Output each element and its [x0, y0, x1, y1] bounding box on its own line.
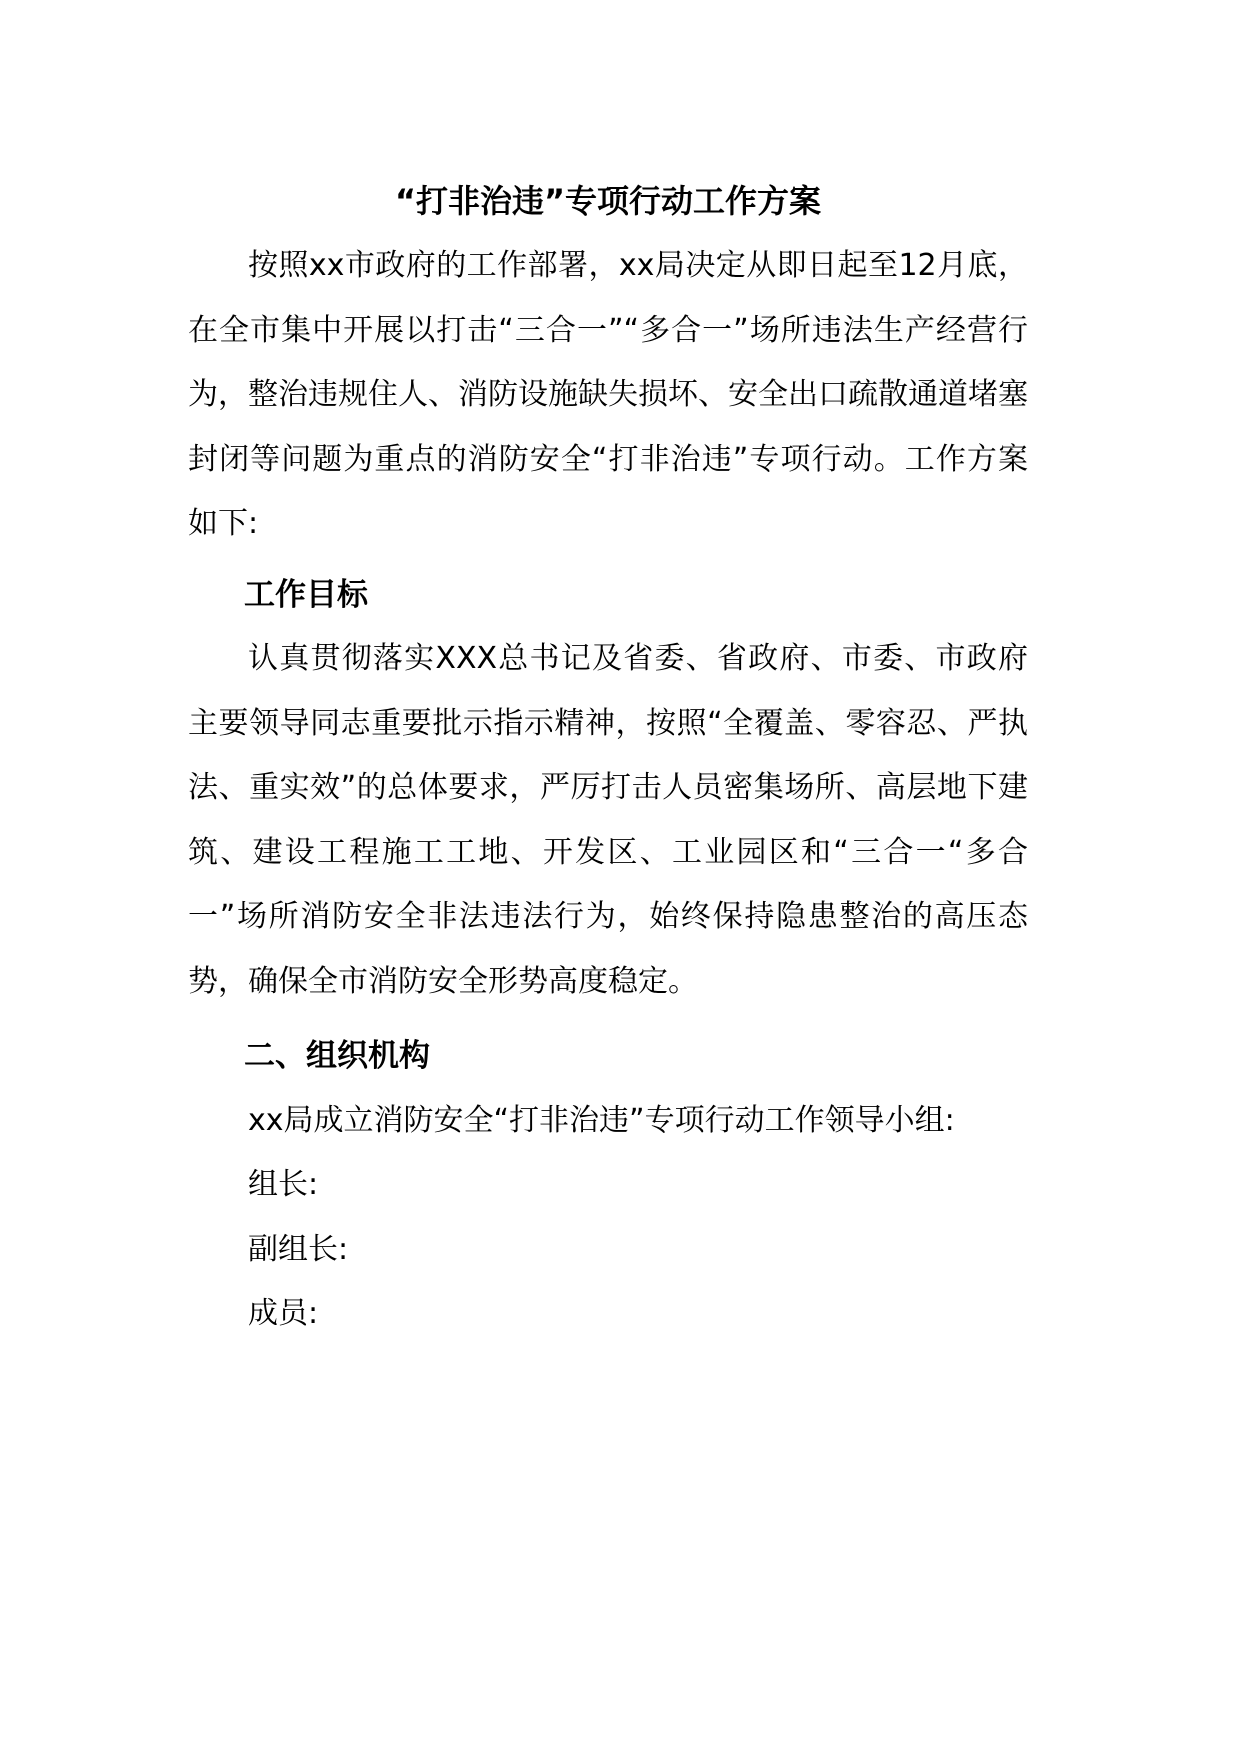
goals-paragraph: 认真贯彻落实XXX总书记及省委、省政府、市委、市政府主要领导同志重要批示指示精神，按照“全覆盖、零容忍、严执法、重实效”的总体要求，严厉打击人员密集场所、高层地下建筑、建设工程施工工地、开发区、工业园区和“三合一“多合一”场所消防安全非法违法行为，始终保持隐患整治的高压态势，确保全市消防安全形势高度稳定。: [188, 641, 1028, 999]
deputy-leader-line: 副组长:: [248, 1231, 349, 1267]
organization-paragraph: xx局成立消防安全“打非治违”专项行动工作领导小组:: [248, 1102, 955, 1138]
document-title: “打非治违”专项行动工作方案: [394, 182, 822, 220]
section-heading-organization: 二、组织机构: [244, 1038, 430, 1074]
document-content: [188, 168, 1028, 1347]
members-line: 成员:: [248, 1296, 319, 1331]
section-heading-goals: 工作目标: [244, 576, 368, 613]
spacer: [188, 1014, 1028, 1024]
leader-line: 组长:: [248, 1167, 319, 1202]
intro-paragraph: 按照xx市政府的工作部署，xx局决定从即日起至12月底，在全市集中开展以打击“三合一”“多合一”场所违法生产经营行为，整治违规住人、消防设施缺失损坏、安全出口疏散通道堵塞封闭等问题为重点的消防安全“打非治违”专项行动。工作方案如下:: [188, 248, 1028, 541]
